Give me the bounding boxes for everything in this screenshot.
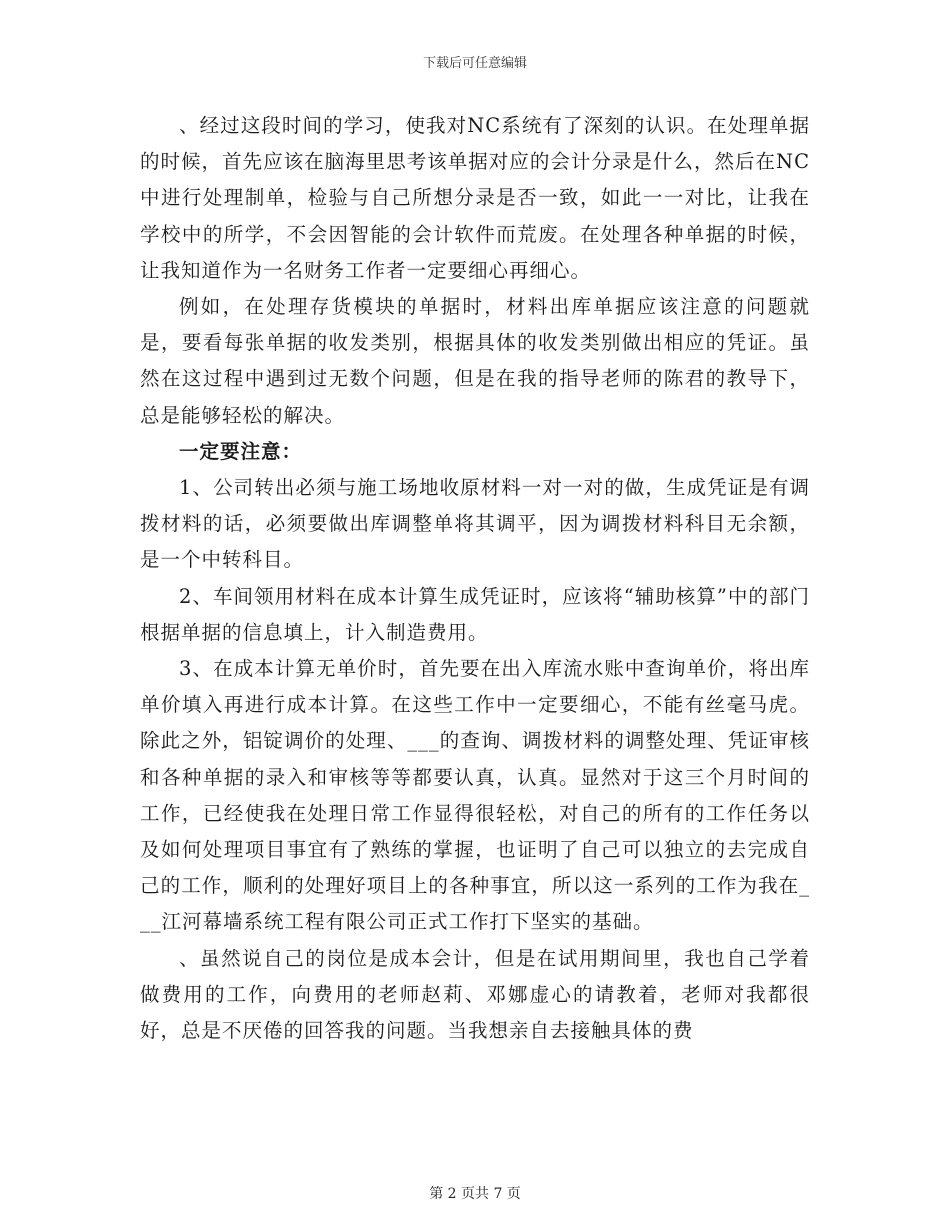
list-item-3: 3、在成本计算无单价时，首先要在出入库流水账中查询单价，将出库单价填入再进行成本计算。在这些工作中一定要细心，不能有丝毫马虎。除此之外，铝锭调价的处理、___的查询、调拨材料的调整处理、凭证审核和各种单据的录入和审核等等都要认真，认真。显然对于这三个月时间的工作，已经使我在处理日常工作显得很轻松，对自己的所有的工作任务以及如何处理项目事宜有了熟练的掌握，也证明了自己可以独立的去完成自己的工作，顺利的处理好项目上的各种事宜，所以这一系列的工作为我在___江河幕墙系统工程有限公司正式工作打下坚实的基础。 — [140, 657, 810, 934]
paragraph-nc-system: 、经过这段时间的学习，使我对NC系统有了深刻的认识。在处理单据的时候，首先应该在脑海里思考该单据对应的会计分录是什么，然后在NC中进行处理制单，检验与自己所想分录是否一致，如此一一对比，让我在学校中的所学，不会因智能的会计软件而荒废。在处理各种单据的时候，让我知道作为一名财务工作者一定要细心再细心。 — [140, 114, 810, 282]
page-number: 第 2 页共 7 页 — [429, 1186, 521, 1202]
paragraph-cost-accounting: 、虽然说自己的岗位是成本会计，但是在试用期间里，我也自己学着做费用的工作，向费用的老师赵莉、邓娜虚心的请教着，老师对我都很好，总是不厌倦的回答我的问题。当我想亲自去接触具体的费 — [140, 946, 810, 1043]
paragraph-inventory-example: 例如，在处理存货模块的单据时，材料出库单据应该注意的问题就是，要看每张单据的收发类别，根据具体的收发类别做出相应的凭证。虽然在这过程中遇到过无数个问题，但是在我的指导老师的陈君的教导下，总是能够轻松的解决。 — [140, 295, 810, 427]
document-body — [140, 108, 810, 1049]
list-item-1: 1、公司转出必须与施工场地收原材料一对一对的做，生成凭证是有调拨材料的话，必须要做出库调整单将其调平，因为调拨材料科目无余额，是一个中转科目。 — [140, 476, 810, 572]
page-header: 下载后可任意编辑 — [422, 56, 527, 71]
section-heading-attention: 一定要注意： — [179, 439, 303, 463]
list-item-2: 2、车间领用材料在成本计算生成凭证时，应该将“辅助核算”中的部门根据单据的信息填上，计入制造费用。 — [140, 584, 810, 644]
